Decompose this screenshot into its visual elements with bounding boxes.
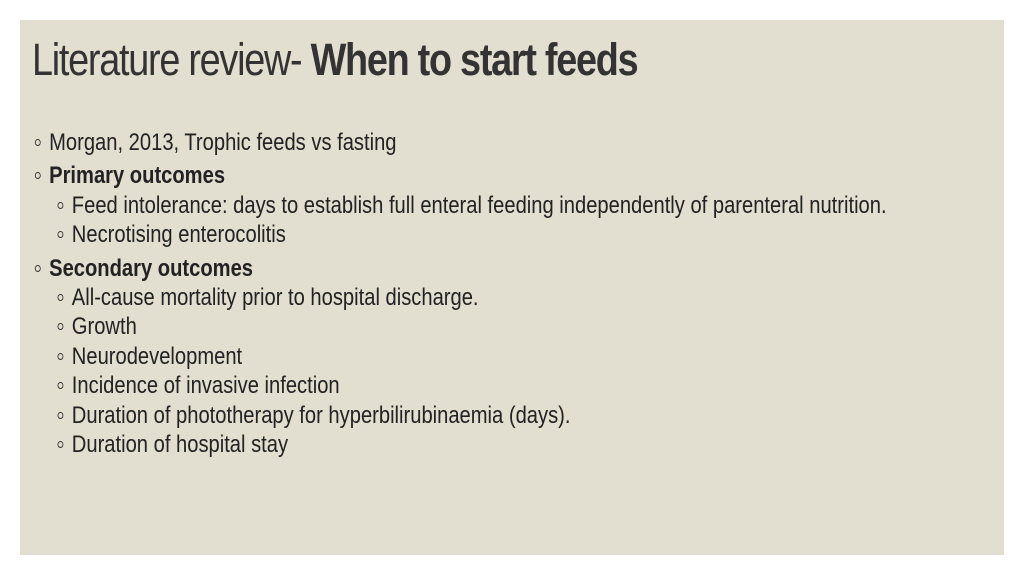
circle-bullet-icon bbox=[58, 323, 64, 330]
circle-bullet-icon bbox=[58, 294, 64, 301]
list-item bbox=[34, 371, 887, 400]
circle-bullet-icon bbox=[58, 231, 64, 238]
list-item-text: Morgan, 2013, Trophic feeds vs fasting bbox=[49, 129, 397, 156]
list-item-text: Necrotising enterocolitis bbox=[71, 221, 286, 249]
list-item bbox=[34, 283, 887, 312]
circle-bullet-icon bbox=[58, 412, 64, 419]
list-item bbox=[34, 220, 887, 249]
slide-title bbox=[32, 34, 637, 86]
list-item-text: All-cause mortality prior to hospital discharge. bbox=[71, 283, 479, 311]
circle-bullet-icon bbox=[58, 202, 64, 209]
section-heading-primary-outcomes: Primary outcomes bbox=[49, 162, 226, 190]
circle-bullet-icon bbox=[35, 172, 41, 179]
list-item bbox=[34, 128, 887, 157]
list-item bbox=[34, 342, 887, 371]
circle-bullet-icon bbox=[58, 353, 64, 360]
list-item bbox=[34, 161, 887, 190]
circle-bullet-icon bbox=[35, 139, 41, 146]
slide-title-emphasis: When to start feeds bbox=[310, 34, 638, 85]
list-item bbox=[34, 312, 887, 341]
bullet-list bbox=[34, 128, 887, 459]
list-item bbox=[34, 191, 887, 220]
section-heading-secondary-outcomes: Secondary outcomes bbox=[49, 254, 254, 282]
circle-bullet-icon bbox=[35, 265, 41, 272]
list-item bbox=[34, 430, 887, 459]
list-item bbox=[34, 401, 887, 430]
list-item bbox=[34, 254, 887, 283]
list-item-text: Feed intolerance: days to establish full enteral feeding independently of parenteral nutrition. bbox=[71, 191, 887, 219]
list-item-text: Duration of phototherapy for hyperbilirubinaemia (days). bbox=[71, 401, 571, 429]
list-item-text: Growth bbox=[71, 313, 137, 341]
list-item-text: Duration of hospital stay bbox=[71, 430, 289, 458]
circle-bullet-icon bbox=[58, 382, 64, 389]
list-item-text: Neurodevelopment bbox=[71, 342, 243, 370]
slide bbox=[20, 20, 1004, 555]
list-item-text: Incidence of invasive infection bbox=[71, 372, 340, 400]
circle-bullet-icon bbox=[58, 441, 64, 448]
slide-title-prefix: Literature review- bbox=[32, 34, 311, 85]
